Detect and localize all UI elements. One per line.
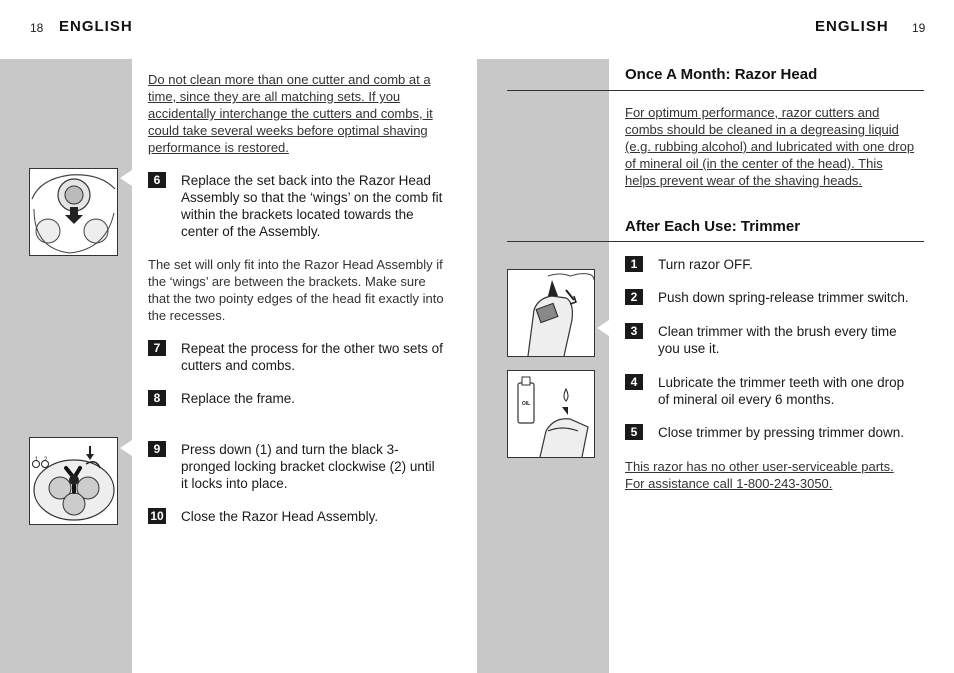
step-number-badge: 3 [625,323,643,339]
step-number-badge: 4 [625,374,643,390]
step-text: Press down (1) and turn the black 3-pronged locking bracket clockwise (2) until it locks into place. [181,442,435,491]
callout-label-2: 2 [43,457,48,463]
step-text: Replace the frame. [181,391,296,406]
step-text: Clean trimmer with the brush every time you use it. [658,324,897,356]
step-text: Push down spring-release trimmer switch. [658,290,909,305]
oil-bottle-label: OIL [521,401,531,407]
razor-head-note: For optimum performance, razor cutters and combs should be cleaned in a degreasing liquid (e.g. rubbing alcohol) and lubricated with one drop of mineral oil (in the center of the head). This helps prevent wear of the shaving heads. [625,105,915,188]
left-gray-column [0,59,132,673]
step-3 [625,323,925,357]
footer-note: This razor has no other user-serviceable parts. For assistance call 1-800-243-3050. [625,459,894,491]
step-number-badge: 8 [148,390,166,406]
step-8 [148,390,453,407]
section-rule [507,90,924,91]
step-1 [625,256,925,273]
oil-bottle-illustration [508,371,594,457]
section-title-razor-head: Once A Month: Razor Head [625,66,818,83]
right-gray-column [477,59,609,673]
step-text: Lubricate the trimmer teeth with one drop of mineral oil every 6 months. [658,375,905,407]
step-number-badge: 2 [625,289,643,305]
locking-bracket-illustration [30,438,117,524]
step-text: Replace the set back into the Razor Head Assembly so that the ‘wings’ on the comb fit within the brackets located towards the center of the Assembly. [181,173,443,239]
info-note: The set will only fit into the Razor Head Assembly if the ‘wings’ are between the brackets. Make sure that the two pointy edges of the head fit exactly into the recesses. [148,257,444,323]
figure-pointer [120,170,132,186]
step-9 [148,441,453,492]
step-number-badge: 6 [148,172,166,188]
step-text: Turn razor OFF. [658,257,753,272]
section-rule [507,241,924,242]
step-number-badge: 1 [625,256,643,272]
page-number-left: 18 [30,21,44,35]
step-4 [625,374,925,408]
step-text: Repeat the process for the other two sets of cutters and combs. [181,341,443,373]
step-10 [148,508,453,525]
step-text: Close trimmer by pressing trimmer down. [658,425,905,440]
warning-note: Do not clean more than one cutter and comb at a time, since they are all matching sets. If you accidentally interchange the cutters and combs, it could take several weeks before optimal shaving performance is restored. [148,72,433,155]
step-2 [625,289,925,306]
step-number-badge: 5 [625,424,643,440]
razor-head-illustration [30,169,117,255]
step-7 [148,340,453,374]
page-number-right: 19 [912,21,926,35]
step-5 [625,424,925,441]
page-header-left: ENGLISH [59,18,133,35]
step-6 [148,172,453,240]
trimmer-switch-illustration [508,270,594,356]
locking-bracket-figure [29,437,118,525]
trimmer-switch-figure [507,269,595,357]
step-number-badge: 7 [148,340,166,356]
callout-label-1: 1 [34,457,39,463]
step-number-badge: 10 [148,508,166,524]
figure-pointer [597,320,609,336]
step-number-badge: 9 [148,441,166,457]
oil-lubrication-figure [507,370,595,458]
section-title-trimmer: After Each Use: Trimmer [625,218,801,235]
step-text: Close the Razor Head Assembly. [181,509,379,524]
figure-pointer [120,440,132,456]
page-header-right: ENGLISH [815,18,889,35]
razor-head-figure [29,168,118,256]
